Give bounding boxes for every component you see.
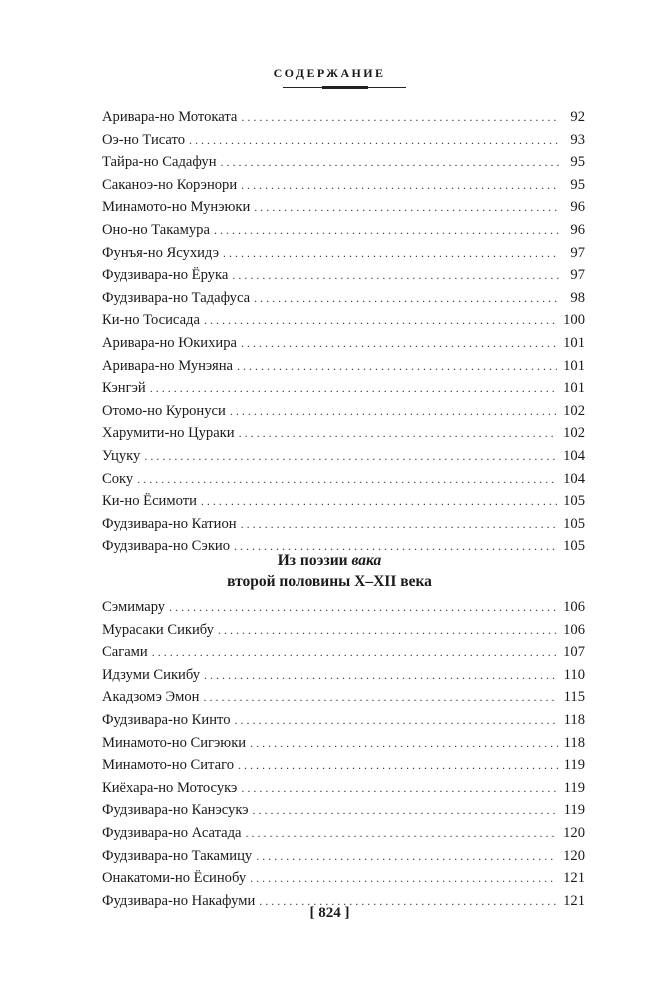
toc-dot-leader xyxy=(232,264,559,287)
toc-entry xyxy=(102,242,585,265)
toc-dot-leader xyxy=(256,845,557,868)
toc-entry xyxy=(102,422,585,445)
toc-entry xyxy=(102,686,585,709)
toc-entry xyxy=(102,196,585,219)
toc-entry-page: 97 xyxy=(570,267,585,284)
toc-dot-leader xyxy=(189,129,559,152)
toc-entry-name: Фудзивара-но Тадафуса xyxy=(102,289,251,306)
toc-entry-page: 106 xyxy=(563,621,585,638)
toc-dot-leader xyxy=(221,151,559,174)
toc-entry-page: 95 xyxy=(570,176,585,193)
toc-dot-leader xyxy=(250,732,558,755)
section-heading xyxy=(0,550,659,592)
section-heading-line2: второй половины X–XII века xyxy=(227,573,432,590)
toc-entry xyxy=(102,799,585,822)
toc-entry-name: Фудзивара-но Сэкио xyxy=(102,538,231,555)
toc-dot-leader xyxy=(241,106,559,129)
toc-entry-page: 96 xyxy=(570,199,585,216)
toc-entry-page: 119 xyxy=(563,757,585,774)
toc-entry-name: Соку xyxy=(102,470,134,487)
toc-entry xyxy=(102,400,585,423)
toc-entry-name: Аривара-но Мотоката xyxy=(102,109,238,125)
toc-dot-leader xyxy=(237,355,557,378)
toc-entry-page: 92 xyxy=(570,109,585,125)
toc-entry-name: Фудзивара-но Канэсукэ xyxy=(102,802,249,819)
toc-entry-page: 102 xyxy=(563,402,585,419)
toc-entry xyxy=(102,641,585,664)
toc-entry-page: 105 xyxy=(563,493,585,510)
toc-entry-name: Фудзивара-но Кинто xyxy=(102,711,231,728)
toc-entry-page: 102 xyxy=(563,425,585,442)
toc-entry-name: Отомо-но Куронуси xyxy=(102,402,226,419)
section-heading-line1 xyxy=(0,550,659,571)
toc-entry xyxy=(102,332,585,355)
toc-entry-name: Ки-но Тосисада xyxy=(102,312,200,329)
toc-entry xyxy=(102,513,585,536)
toc-entry-name: Сэмимару xyxy=(102,599,166,615)
section-heading-em: вака xyxy=(351,552,382,569)
toc-entry-page: 105 xyxy=(563,538,585,555)
toc-entry-page: 95 xyxy=(570,154,585,171)
toc-dot-leader xyxy=(235,709,558,732)
toc-entry-name: Минамото-но Сигэюки xyxy=(102,734,247,751)
toc-entry xyxy=(102,468,585,491)
toc-entry-page: 107 xyxy=(563,644,585,661)
toc-dot-leader xyxy=(241,174,559,197)
toc-entry-name: Фудзивара-но Такамицу xyxy=(102,847,253,864)
toc-entry-name: Фунъя-но Ясухидэ xyxy=(102,244,219,261)
toc-dot-leader xyxy=(204,309,557,332)
toc-entry-name: Акадзомэ Эмон xyxy=(102,689,200,706)
toc-entry-page: 121 xyxy=(563,892,585,909)
toc-entry xyxy=(102,445,585,468)
toc-entry-name: Фудзивара-но Асатада xyxy=(102,824,242,841)
toc-entry xyxy=(102,219,585,242)
toc-entry-name: Фудзивара-но Катион xyxy=(102,515,237,532)
toc-entry xyxy=(102,151,585,174)
toc-entry-name: Идзуми Сикибу xyxy=(102,666,201,683)
toc-entry-name: Аривара-но Мунэяна xyxy=(102,357,234,374)
toc-entry xyxy=(102,490,585,513)
toc-entry xyxy=(102,264,585,287)
toc-entry xyxy=(102,732,585,755)
toc-entry-name: Минамото-но Ситаго xyxy=(102,757,235,774)
toc-entry-name: Минамото-но Мунэюки xyxy=(102,199,251,216)
toc-entry-page: 105 xyxy=(563,515,585,532)
toc-entry-name: Сагами xyxy=(102,644,148,661)
toc-entry-page: 121 xyxy=(563,870,585,887)
toc-dot-leader xyxy=(241,332,557,355)
toc-dot-leader xyxy=(137,468,557,491)
toc-entry xyxy=(102,664,585,687)
toc-entry-page: 101 xyxy=(563,380,585,397)
toc-entry xyxy=(102,754,585,777)
toc-entry-page: 101 xyxy=(563,334,585,351)
toc-dot-leader xyxy=(238,754,558,777)
toc-entry xyxy=(102,845,585,868)
toc-entry-name: Саканоэ-но Корэнори xyxy=(102,176,238,193)
toc-entry-page: 120 xyxy=(563,847,585,864)
toc-entry xyxy=(102,822,585,845)
toc-list-part1 xyxy=(102,106,585,558)
toc-entry-name: Фудзивара-но Накафуми xyxy=(102,892,256,909)
toc-entry-name: Оэ-но Тисато xyxy=(102,131,186,148)
toc-entry-name: Харумити-но Цураки xyxy=(102,425,235,442)
toc-dot-leader xyxy=(204,664,558,687)
toc-entry-name: Оно-но Такамура xyxy=(102,221,210,238)
toc-dot-leader xyxy=(241,777,557,800)
toc-dot-leader xyxy=(204,686,558,709)
toc-entry-page: 119 xyxy=(563,802,585,819)
toc-dot-leader xyxy=(230,400,557,423)
toc-entry-name: Кэнгэй xyxy=(102,380,146,397)
toc-dot-leader xyxy=(254,287,559,310)
toc-entry-page: 98 xyxy=(570,289,585,306)
toc-entry xyxy=(102,355,585,378)
toc-entry-page: 119 xyxy=(563,779,585,796)
toc-entry-page: 104 xyxy=(563,447,585,464)
toc-entry-page: 106 xyxy=(563,599,585,615)
header-title: СОДЕРЖАНИЕ xyxy=(273,66,386,80)
toc-entry-page: 104 xyxy=(563,470,585,487)
toc-entry xyxy=(102,777,585,800)
toc-entry-page: 101 xyxy=(563,357,585,374)
toc-dot-leader xyxy=(223,242,559,265)
toc-entry xyxy=(102,287,585,310)
toc-dot-leader xyxy=(241,513,558,536)
running-header xyxy=(0,64,659,82)
toc-dot-leader xyxy=(218,619,557,642)
page-number: [ 824 ] xyxy=(309,905,350,921)
toc-entry-name: Уцуку xyxy=(102,447,141,464)
toc-entry-page: 96 xyxy=(570,221,585,238)
toc-dot-leader xyxy=(239,422,558,445)
toc-dot-leader xyxy=(254,196,559,219)
toc-entry-page: 118 xyxy=(563,711,585,728)
toc-entry xyxy=(102,709,585,732)
toc-entry xyxy=(102,377,585,400)
toc-entry-page: 93 xyxy=(570,131,585,148)
toc-entry xyxy=(102,309,585,332)
toc-entry-name: Онакатоми-но Ёсинобу xyxy=(102,870,247,887)
toc-dot-leader xyxy=(144,445,557,468)
toc-dot-leader xyxy=(152,641,557,664)
toc-dot-leader xyxy=(250,867,557,890)
toc-entry-name: Фудзивара-но Ёрука xyxy=(102,267,229,284)
toc-dot-leader xyxy=(169,596,557,619)
toc-entry-page: 120 xyxy=(563,824,585,841)
toc-entry-page: 110 xyxy=(563,666,585,683)
toc-dot-leader xyxy=(201,490,557,513)
toc-entry xyxy=(102,619,585,642)
toc-entry xyxy=(102,129,585,152)
toc-entry-page: 97 xyxy=(570,244,585,261)
toc-list-part2 xyxy=(102,596,585,912)
toc-entry-name: Киёхара-но Мотосукэ xyxy=(102,779,238,796)
toc-entry-name: Мурасаки Сикибу xyxy=(102,621,214,638)
toc-entry-name: Аривара-но Юкихира xyxy=(102,334,237,351)
section-heading-prefix: Из поэзии xyxy=(277,552,352,569)
toc-entry-page: 100 xyxy=(563,312,585,329)
toc-dot-leader xyxy=(150,377,557,400)
toc-entry-name: Тайра-но Садафун xyxy=(102,154,217,171)
toc-dot-leader xyxy=(246,822,558,845)
toc-entry xyxy=(102,596,585,619)
toc-entry-page: 115 xyxy=(563,689,585,706)
toc-entry xyxy=(102,867,585,890)
toc-dot-leader xyxy=(214,219,559,242)
toc-entry-page: 118 xyxy=(563,734,585,751)
toc-entry xyxy=(102,106,585,129)
toc-entry-name: Ки-но Ёсимоти xyxy=(102,493,197,510)
toc-entry xyxy=(102,174,585,197)
header-rule-accent xyxy=(322,86,368,89)
toc-dot-leader xyxy=(253,799,558,822)
